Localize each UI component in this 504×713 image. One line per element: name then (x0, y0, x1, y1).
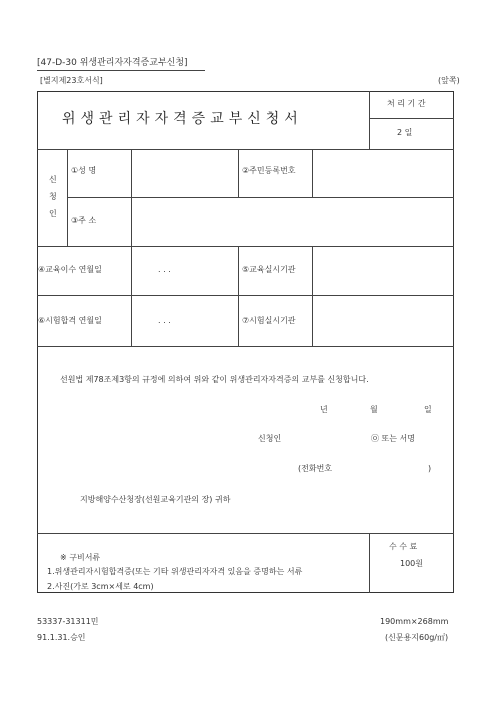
edu-complete-value[interactable]: . . . (158, 265, 171, 274)
applicant-label-2: 청 (49, 192, 57, 201)
processing-label: 처 리 기 간 (387, 99, 426, 108)
side-label: (앞쪽) (438, 76, 460, 85)
processing-divider (369, 118, 454, 119)
addressee: 지방해양수산청장(선원교육기관의 장) 귀하 (80, 495, 231, 504)
applicant-sign-label: 신청인 (258, 434, 282, 443)
edu-label-sep (131, 246, 132, 295)
appendix-label: [별지제23호서식] (40, 76, 103, 85)
edu-value-sep (238, 246, 239, 295)
fee-divider (369, 533, 370, 593)
footer-approval: 91.1.31.승인 (37, 633, 86, 642)
exam-institute-field[interactable] (313, 296, 453, 345)
name-label: ①성 명 (71, 166, 97, 175)
form-code: [47-D-30 위생관리자자격증교부신청] (37, 58, 188, 68)
footer-code: 53337-31311민 (37, 617, 99, 626)
required-doc-1: 1.위생관리자시험합격증(또는 기타 위생관리자자격 있음을 증명하는 서류 (47, 567, 303, 576)
name-value-sep (238, 149, 239, 197)
exam-label-sep (131, 295, 132, 346)
form-code-underline (37, 70, 205, 71)
required-docs-title: ※ 구비서류 (60, 553, 101, 562)
edu-complete-label: ④교육이수 연월일 (38, 265, 102, 274)
resident-label: ②주민등록번호 (242, 166, 296, 175)
form-title: 위생관리자자격증교부신청서 (62, 111, 303, 127)
resident-number-field[interactable] (313, 150, 453, 196)
date-month-label: 월 (370, 405, 378, 414)
edu-institute-label: ⑤교육실시기관 (242, 265, 296, 274)
exam-value-sep (238, 295, 239, 346)
phone-label-close: ) (428, 464, 432, 473)
sign-or-seal-label: ㉧ 또는 서명 (371, 434, 415, 443)
application-statement: 선원법 제78조제3항의 규정에 의하여 위와 같이 위생관리자자격증의 교부를 신청합니다. (60, 375, 369, 384)
fee-value: 100원 (400, 559, 423, 568)
date-day-label: 일 (424, 405, 432, 414)
title-divider (369, 91, 370, 149)
statement-section-bottom (37, 533, 454, 534)
phone-label-open: (전화번호 (298, 464, 333, 473)
processing-value: 2 일 (397, 128, 413, 137)
applicant-label-1: 신 (49, 175, 57, 184)
name-field[interactable] (132, 150, 237, 196)
footer-paper-size: 190mm×268mm (380, 617, 449, 626)
fee-label: 수 수 료 (389, 542, 418, 551)
exam-pass-label: ⑥시험합격 연월일 (38, 316, 102, 325)
exam-pass-value[interactable]: . . . (158, 316, 171, 325)
footer-paper-type: (신문용지60g/㎡) (385, 633, 449, 642)
applicant-label-3: 인 (49, 209, 57, 218)
date-year-label: 년 (320, 405, 328, 414)
exam-institute-label: ⑦시험실시기관 (242, 316, 296, 325)
phone-field[interactable] (345, 460, 425, 476)
address-label: ③주 소 (71, 216, 97, 225)
edu-institute-field[interactable] (313, 247, 453, 294)
required-doc-2: 2.사진(가로 3cm×세로 4cm) (47, 582, 154, 591)
address-field[interactable] (132, 198, 453, 245)
exam-row-bottom (37, 346, 454, 347)
applicant-sign-field[interactable] (290, 430, 368, 446)
